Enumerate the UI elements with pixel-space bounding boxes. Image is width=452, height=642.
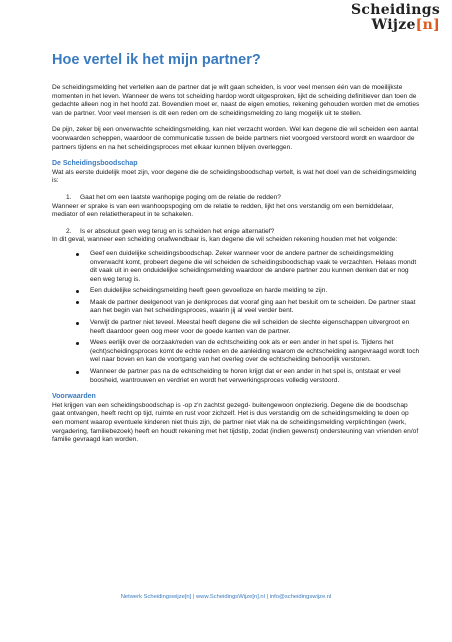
logo-line2-main: Wijze <box>371 17 416 33</box>
list-item: Maak de partner deelgenoot van je denkproces dat vooraf ging aan het besluit om te scheiden. De partner staat aan het begin van het scheidingsproces, waarin jij al veel verder bent. <box>90 299 420 316</box>
list-item: Geef een duidelijke scheidingsboodschap. Zeker wanneer voor de andere partner de scheidingsmelding onverwacht komt, probeert degene die wil scheiden de scheidingsboodschap vaak te verzachten. Helaas mondt dit vaak uit in een onduidelijke scheidingsmelding waardoor de andere partner zou kunnen denken dat er nog een weg terug is. <box>90 250 420 284</box>
page-footer: Netwerk Scheidingswijze[n] | www.ScheidingsWijze[n].nl | info@scheidingswijze.nl <box>120 594 332 600</box>
logo-line2 <box>351 18 440 33</box>
question-2-number: 2. <box>66 227 72 235</box>
question-1 <box>52 194 420 203</box>
advice-list <box>52 250 420 385</box>
question-2-text: Is er absoluut geen weg terug en is scheiden het enige alternatief? <box>80 227 275 235</box>
page-title: Hoe vertel ik het mijn partner? <box>52 52 261 68</box>
question-2-answer: In dit geval, wanneer een scheiding onafwendbaar is, kan degene die wil scheiden rekening houden met het volgende: <box>52 236 398 244</box>
section2-paragraph: Het krijgen van een scheidingsboodschap is -op z'n zachtst gezegd- buitengewoon onplezierig. Degene die de boodschap gaat ontvangen, heeft recht op tijd, ruimte en rust voor zichzelf. Het is dus verstandig om de scheidingsmelding te doen op een moment waarop eventuele kinderen niet thuis zijn, de partner niet vlak na de scheidingsmelding verplichtingen (werk, vergadering, familiebezoek) heeft en houdt rekening met het tijdstip, zodat (indien gewenst) ondersteuning van vrienden en/of familie gevraagd kan worden. <box>52 401 419 444</box>
list-item: Verwijt de partner niet teveel. Meestal heeft degene die wil scheiden de slechte eigenschappen uitvergroot en heeft daardoor geen oog meer voor de goede kanten van de partner. <box>90 319 420 336</box>
logo-line1: Scheidings <box>351 2 440 18</box>
section1-lead: Wat als eerste duidelijk moet zijn, voor degene die de scheidingsboodschap vertelt, is wat het doel van de scheidingsmelding is: <box>52 168 417 185</box>
logo-line2-accent: [n] <box>415 17 440 33</box>
question-1-number: 1. <box>66 193 72 201</box>
question-1-answer: Wanneer er sprake is van een wanhoopspoging om de relatie te redden, lijkt het ons verstandig om een bemiddelaar, mediator of een relatietherapeut in te schakelen. <box>52 202 394 219</box>
intro-paragraph-1: De scheidingsmelding het vertellen aan de partner dat je wilt gaan scheiden, is voor veel mensen één van de moeilijkste momenten in het leven. Wanneer de wens tot scheiding hardop wordt uitgesproken, lijkt de scheiding definitiever dan toen de gedachte alleen nog in het hoofd zat. Bovendien moet er, naast de eigen emoties, rekening gehouden worden met de emoties van de partner. Voor veel mensen is dit een reden om de scheidingsmelding zo lang mogelijk uit te stellen. <box>52 84 420 117</box>
question-2 <box>52 228 420 237</box>
intro-paragraph-2: De pijn, zeker bij een onverwachte scheidingsmelding, kan niet verzacht worden. Wel kan degene die wil scheiden een aantal voorwaarden scheppen, waardoor de communicatie tussen de beide partners niet voorgoed verstoord wordt en waardoor de partners tijdens en na het scheidingsproces met elkaar kunnen blijven overleggen. <box>52 126 419 151</box>
list-item: Wanneer de partner pas na de echtscheiding te horen krijgt dat er een ander in het spel is, ontstaat er veel boosheid, wantrouwen en verdriet en wordt het verwerkingsproces volledig verstoord. <box>90 368 420 385</box>
section-heading-voorwaarden: Voorwaarden <box>52 393 96 401</box>
list-item: Een duidelijke scheidingsmelding heeft geen gevoelloze en harde melding te zijn. <box>90 287 420 296</box>
section-heading-scheidingsboodschap: De Scheidingsboodschap <box>52 160 138 168</box>
logo <box>351 3 440 33</box>
list-item: Wees eerlijk over de oorzaak/reden van de echtscheiding ook als er een ander in het spel is. Tijdens het (echt)scheidingsproces komt de echte reden en de aanleiding waarom de echtscheiding aangevraagd wordt toch wel naar boven en kan de voortgang van het overleg over de echtscheiding behoorlijk verstoren. <box>90 339 420 364</box>
question-1-text: Gaat het om een laatste wanhopige poging om de relatie de redden? <box>80 193 281 201</box>
document-body <box>52 84 420 453</box>
